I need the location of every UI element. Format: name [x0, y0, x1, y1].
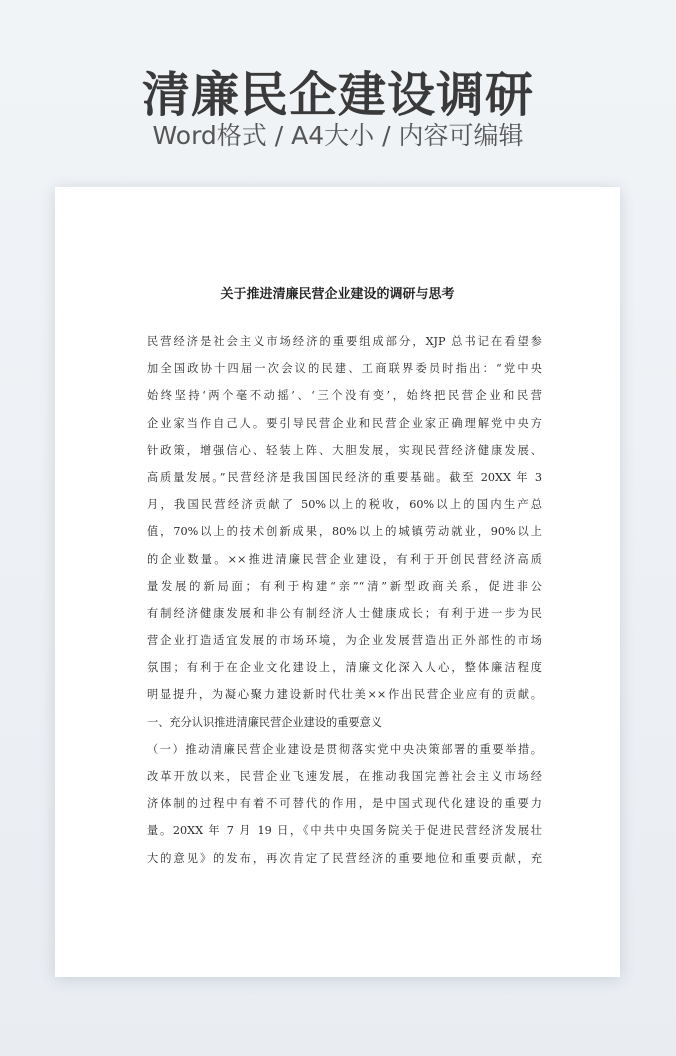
document-body [147, 333, 542, 877]
body-line: 改革开放以来，民营企业飞速发展，在推动我国完善社会主义市场经 [147, 770, 542, 783]
body-line: 月，我国民营经济贡献了 50%以上的税收，60%以上的国内生产总 [147, 498, 542, 512]
body-line: 始终坚持‘两个毫不动摇’、‘三个没有变’，始终把民营企业和民营 [147, 389, 542, 403]
body-line: 有制经济健康发展和非公有制经济人士健康成长；有利于进一步为民 [147, 606, 542, 620]
body-line: 明显提升，为凝心聚力建设新时代壮美××作出民营企业应有的贡献。 [147, 688, 542, 702]
body-line: 企业家当作自己人。要引导民营企业和民营企业家正确理解党中央方 [147, 416, 542, 430]
body-line: 氛围；有利于在企业文化建设上，清廉文化深入人心，整体廉洁程度 [147, 661, 542, 675]
body-line: 针政策，增强信心、轻装上阵、大胆发展，实现民营经济健康发展、 [147, 443, 542, 457]
body-line: 量。20XX 年 7 月 19 日，《中共中央国务院关于促进民营经济发展壮 [147, 824, 542, 838]
body-line: 营企业打造适宜发展的市场环境，为企业发展营造出正外部性的市场 [147, 634, 542, 648]
body-line: 大的意见》的发布，再次肯定了民营经济的重要地位和重要贡献，充 [147, 851, 542, 865]
body-line: 值，70%以上的技术创新成果，80%以上的城镇劳动就业，90%以上 [147, 525, 542, 539]
page-title: 清廉民企建设调研 [141, 67, 534, 123]
body-line: 量发展的新局面；有利于构建“亲”“清”新型政商关系，促进非公 [147, 579, 542, 593]
document-page [55, 187, 620, 977]
subsection-heading: （一）推动清廉民营企业建设是贯彻落实党中央决策部署的重要举措。 [147, 742, 542, 756]
body-line: 加全国政协十四届一次会议的民建、工商联界委员时指出：“党中央 [147, 362, 542, 376]
body-line: 高质量发展。”民营经济是我国国民经济的重要基础。截至 20XX 年 3 [147, 470, 542, 484]
body-line: 的企业数量。××推进清廉民营企业建设，有利于开创民营经济高质 [147, 552, 542, 566]
document-title: 关于推进清廉民营企业建设的调研与思考 [220, 287, 455, 302]
body-line: 民营经济是社会主义市场经济的重要组成部分，XJP 总书记在看望参 [147, 335, 542, 348]
page-subtitle: Word格式 / A4大小 / 内容可编辑 [152, 121, 524, 150]
section-heading: 一、充分认识推进清廉民营企业建设的重要意义 [147, 715, 382, 729]
body-line: 济体制的过程中有着不可替代的作用，是中国式现代化建设的重要力 [147, 797, 542, 811]
